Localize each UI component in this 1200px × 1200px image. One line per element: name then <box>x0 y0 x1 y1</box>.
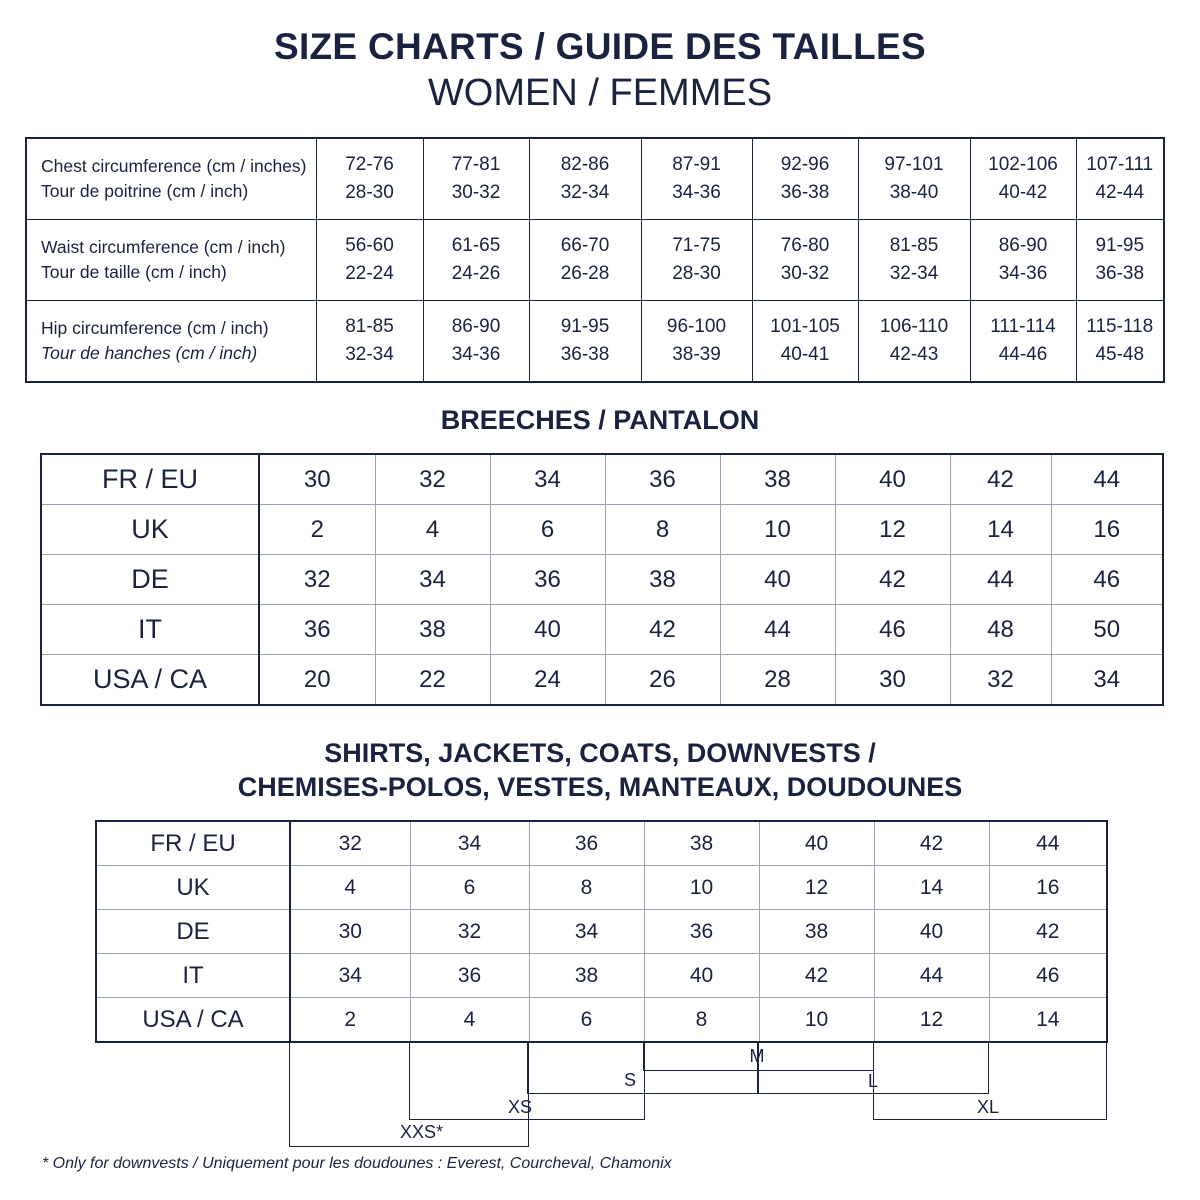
footnote: * Only for downvests / Uniquement pour les doudounes : Everest, Courcheval, Chamonix <box>42 1155 672 1172</box>
row-label: IT <box>41 605 259 655</box>
table-cell: 10 <box>644 866 759 910</box>
table-cell: 34 <box>375 555 490 605</box>
table-cell: 22 <box>375 655 490 706</box>
table-cell: 32 <box>410 910 529 954</box>
table-cell: 81-85 32-34 <box>316 301 423 383</box>
table-row <box>96 910 1107 954</box>
table-cell: 61-65 24-26 <box>423 220 529 301</box>
table-cell: 10 <box>759 998 874 1043</box>
size-label-xxs: XXS* <box>399 1122 444 1142</box>
table-cell: 46 <box>989 954 1107 998</box>
table-cell: 106-110 42-43 <box>858 301 970 383</box>
table-cell: 46 <box>1051 555 1163 605</box>
table-cell: 87-91 34-36 <box>641 138 752 220</box>
row-label <box>26 220 316 301</box>
row-label: IT <box>96 954 290 998</box>
table-cell: 44 <box>1051 454 1163 505</box>
table-row <box>41 454 1163 505</box>
table-row <box>41 605 1163 655</box>
table-cell: 30 <box>259 454 375 505</box>
table-cell: 72-76 28-30 <box>316 138 423 220</box>
table-cell: 48 <box>950 605 1051 655</box>
table-cell: 56-60 22-24 <box>316 220 423 301</box>
table-row <box>26 301 1164 383</box>
table-cell: 26 <box>605 655 720 706</box>
table-cell: 91-95 36-38 <box>1076 220 1164 301</box>
table-cell: 32 <box>950 655 1051 706</box>
breeches-title: BREECHES / PANTALON <box>440 405 760 435</box>
table-cell: 66-70 26-28 <box>529 220 641 301</box>
table-cell: 4 <box>375 505 490 555</box>
shirts-title-line1: SHIRTS, JACKETS, COATS, DOWNVESTS / <box>324 738 876 768</box>
table-cell: 36 <box>529 821 644 866</box>
table-cell: 12 <box>759 866 874 910</box>
shirts-table <box>95 820 1108 1043</box>
table-cell: 102-106 40-42 <box>970 138 1076 220</box>
table-cell: 16 <box>989 866 1107 910</box>
shirts-title-line2: CHEMISES-POLOS, VESTES, MANTEAUX, DOUDOUNES <box>237 772 963 802</box>
table-cell: 107-111 42-44 <box>1076 138 1164 220</box>
table-cell: 8 <box>605 505 720 555</box>
table-cell: 86-90 34-36 <box>423 301 529 383</box>
table-cell: 36 <box>644 910 759 954</box>
table-cell: 32 <box>290 821 410 866</box>
table-cell: 38 <box>375 605 490 655</box>
table-cell: 82-86 32-34 <box>529 138 641 220</box>
table-cell: 44 <box>989 821 1107 866</box>
table-cell: 42 <box>989 910 1107 954</box>
table-cell: 91-95 36-38 <box>529 301 641 383</box>
table-cell: 40 <box>644 954 759 998</box>
table-cell: 38 <box>720 454 835 505</box>
label-fr: Tour de poitrine (cm / inch) <box>41 181 249 201</box>
table-cell: 16 <box>1051 505 1163 555</box>
table-cell: 38 <box>759 910 874 954</box>
table-cell: 34 <box>410 821 529 866</box>
table-cell: 101-105 40-41 <box>752 301 858 383</box>
table-cell: 38 <box>529 954 644 998</box>
table-cell: 34 <box>529 910 644 954</box>
table-cell: 12 <box>835 505 950 555</box>
table-cell: 6 <box>410 866 529 910</box>
table-cell: 2 <box>259 505 375 555</box>
row-label <box>26 138 316 220</box>
table-cell: 115-118 45-48 <box>1076 301 1164 383</box>
size-label-xs: XS <box>507 1097 532 1117</box>
table-cell: 44 <box>950 555 1051 605</box>
table-cell: 36 <box>490 555 605 605</box>
size-label-s: S <box>623 1070 636 1090</box>
table-cell: 6 <box>490 505 605 555</box>
table-cell: 32 <box>375 454 490 505</box>
label-en: Waist circumference (cm / inch) <box>41 237 286 257</box>
table-cell: 40 <box>720 555 835 605</box>
table-cell: 4 <box>410 998 529 1043</box>
table-cell: 86-90 34-36 <box>970 220 1076 301</box>
table-cell: 6 <box>529 998 644 1043</box>
table-cell: 24 <box>490 655 605 706</box>
size-label-l: L <box>867 1071 878 1091</box>
table-row <box>41 555 1163 605</box>
table-cell: 34 <box>290 954 410 998</box>
table-cell: 42 <box>605 605 720 655</box>
table-cell: 111-114 44-46 <box>970 301 1076 383</box>
table-cell: 44 <box>720 605 835 655</box>
table-cell: 40 <box>874 910 989 954</box>
table-row <box>96 866 1107 910</box>
table-row <box>41 655 1163 706</box>
row-label: FR / EU <box>96 821 290 866</box>
table-cell: 42 <box>759 954 874 998</box>
table-cell: 2 <box>290 998 410 1043</box>
table-cell: 92-96 36-38 <box>752 138 858 220</box>
page-title: SIZE CHARTS / GUIDE DES TAILLES <box>273 26 927 67</box>
table-cell: 44 <box>874 954 989 998</box>
label-fr: Tour de taille (cm / inch) <box>41 262 227 282</box>
table-cell: 30 <box>835 655 950 706</box>
table-cell: 30 <box>290 910 410 954</box>
table-cell: 34 <box>490 454 605 505</box>
table-cell: 40 <box>490 605 605 655</box>
table-cell: 34 <box>1051 655 1163 706</box>
table-row <box>41 505 1163 555</box>
size-label-m: M <box>749 1046 765 1066</box>
table-row <box>96 821 1107 866</box>
table-cell: 20 <box>259 655 375 706</box>
table-cell: 36 <box>605 454 720 505</box>
table-cell: 42 <box>835 555 950 605</box>
table-row <box>26 220 1164 301</box>
label-fr: Tour de hanches (cm / inch) <box>41 343 258 363</box>
table-cell: 40 <box>835 454 950 505</box>
table-cell: 36 <box>259 605 375 655</box>
table-cell: 81-85 32-34 <box>858 220 970 301</box>
table-cell: 12 <box>874 998 989 1043</box>
table-cell: 42 <box>874 821 989 866</box>
table-cell: 77-81 30-32 <box>423 138 529 220</box>
table-cell: 38 <box>605 555 720 605</box>
table-cell: 38 <box>644 821 759 866</box>
table-cell: 46 <box>835 605 950 655</box>
table-row <box>96 998 1107 1043</box>
table-cell: 36 <box>410 954 529 998</box>
table-cell: 10 <box>720 505 835 555</box>
table-cell: 32 <box>259 555 375 605</box>
table-cell: 42 <box>950 454 1051 505</box>
table-cell: 14 <box>874 866 989 910</box>
row-label: DE <box>41 555 259 605</box>
row-label: UK <box>41 505 259 555</box>
row-label: UK <box>96 866 290 910</box>
row-label: USA / CA <box>96 998 290 1043</box>
row-label: FR / EU <box>41 454 259 505</box>
table-cell: 14 <box>950 505 1051 555</box>
table-cell: 96-100 38-39 <box>641 301 752 383</box>
size-label-xl: XL <box>976 1097 1000 1117</box>
table-cell: 50 <box>1051 605 1163 655</box>
table-cell: 40 <box>759 821 874 866</box>
table-cell: 14 <box>989 998 1107 1043</box>
label-en: Hip circumference (cm / inch) <box>41 318 269 338</box>
table-cell: 8 <box>644 998 759 1043</box>
row-label: DE <box>96 910 290 954</box>
table-cell: 4 <box>290 866 410 910</box>
breeches-table <box>40 453 1164 706</box>
body-measurements-table <box>25 137 1165 383</box>
table-row <box>26 138 1164 220</box>
table-cell: 97-101 38-40 <box>858 138 970 220</box>
row-label <box>26 301 316 383</box>
table-cell: 76-80 30-32 <box>752 220 858 301</box>
row-label: USA / CA <box>41 655 259 706</box>
page-subtitle: WOMEN / FEMMES <box>427 72 773 114</box>
table-cell: 28 <box>720 655 835 706</box>
label-en: Chest circumference (cm / inches) <box>41 156 307 176</box>
table-cell: 71-75 28-30 <box>641 220 752 301</box>
table-cell: 8 <box>529 866 644 910</box>
table-row <box>96 954 1107 998</box>
